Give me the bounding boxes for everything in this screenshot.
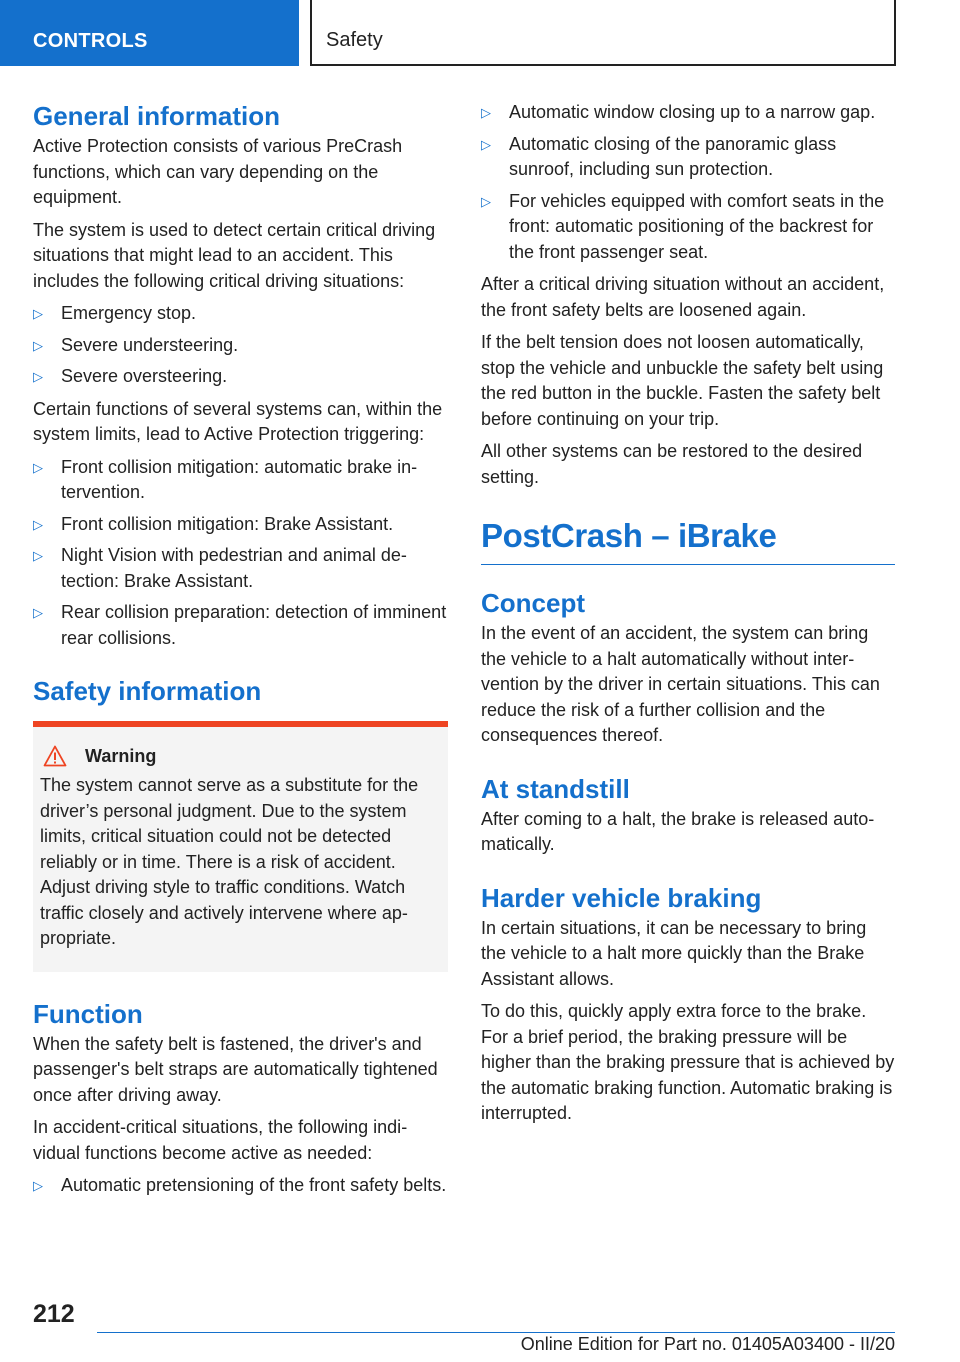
triangle-bullet-icon: ▷ [33, 548, 43, 563]
paragraph: If the belt tension does not loosen automatically, stop the vehicle and unbuckle the safety belt using the red button in the buckle. Fasten the safety belt before continuing on your trip. [481, 332, 884, 429]
list-item: ▷ Front collision mitigation: Brake Assistant. [33, 512, 448, 538]
list-item: ▷ Rear collision preparation: detection of imminent rear collisions. [33, 602, 447, 648]
list-item: ▷ Severe understeering. [33, 333, 448, 359]
heading-function: Function [33, 998, 143, 1029]
chapter-tab[interactable]: CONTROLS [0, 0, 299, 66]
paragraph: To do this, quickly apply extra force to the brake. For a brief period, the braking pressure will be higher than the braking pressure that is achieved by the automatic braking function. Automatic braking is interrupted. [481, 1001, 895, 1123]
warning-title: Warning [85, 745, 157, 766]
triangle-bullet-icon: ▷ [33, 369, 43, 384]
bullet-list [33, 455, 448, 652]
paragraph: The system is used to detect certain critical driving situations that might lead to an accident. This includes the following critical driving situations: [33, 219, 436, 291]
paragraph: In certain situations, it can be necessary to bring the vehicle to a halt more quickly than the Brake Assistant allows. [481, 917, 867, 989]
triangle-bullet-icon: ▷ [481, 105, 491, 120]
paragraph: In the event of an accident, the system can bring the vehicle to a halt automatically without intervention by the driver in certain situations. This can reduce the risk of a further collision and the consequences thereof. [481, 623, 880, 745]
paragraph: After a critical driving situation without an accident, the front safety belts are loosened again. [481, 274, 885, 320]
bullet-list [33, 301, 448, 390]
triangle-bullet-icon: ▷ [33, 605, 43, 620]
triangle-bullet-icon: ▷ [33, 459, 43, 475]
footer-divider [97, 1332, 895, 1333]
paragraph: Active Protection consists of various PreCrash functions, which can vary depending on the equipment. [33, 136, 403, 207]
paragraph: All other systems can be restored to the desired setting. [481, 441, 863, 487]
heading-general-information: General information [33, 101, 281, 131]
warning-box [33, 721, 448, 972]
paragraph: Certain functions of several systems can, within the system limits, lead to Active Protection triggering: [33, 398, 443, 444]
warning-triangle-icon [43, 745, 67, 767]
bullet-list [33, 1173, 448, 1199]
warning-header [40, 745, 441, 767]
heading-at-standstill: At standstill [481, 773, 630, 804]
left-column [33, 100, 448, 1206]
heading-postcrash-ibrake: PostCrash – iBrake [481, 516, 895, 565]
footer-edition: Online Edition for Part no. 01405A03400 - II/20 [520, 1334, 895, 1354]
triangle-bullet-icon: ▷ [481, 136, 491, 152]
warning-text: The system cannot serve as a substitute for the driver’s personal judgment. Due to the system limits, critical situation could not be detected reliably or in time. There is a risk of accident. Adjust driving style to traffic conditions. Watch traffic closely and actively intervene where appropriate. [40, 775, 419, 948]
page-header [0, 0, 960, 66]
list-item: ▷ Automatic pretensioning of the front safety belts. [33, 1173, 448, 1199]
paragraph: When the safety belt is fastened, the driver's and passenger's belt straps are automatically tightened once after driving away. [33, 1033, 438, 1105]
list-item: ▷ Automatic window closing up to a narrow gap. [481, 100, 895, 126]
list-item: ▷ Front collision mitigation: automatic brake intervention. [33, 456, 418, 502]
heading-harder-vehicle-braking: Harder vehicle braking [481, 882, 762, 913]
page-number: 212 [33, 1300, 75, 1328]
list-item: ▷ Emergency stop. [33, 301, 448, 327]
bullet-list [481, 100, 895, 265]
triangle-bullet-icon: ▷ [33, 337, 43, 353]
list-item: ▷ For vehicles equipped with comfort seats in the front: automatic positioning of the backrest for the front passenger seat. [481, 190, 885, 262]
triangle-bullet-icon: ▷ [33, 306, 43, 321]
list-item: ▷ Automatic closing of the panoramic glass sunroof, including sun protection. [481, 133, 837, 179]
triangle-bullet-icon: ▷ [33, 1178, 43, 1193]
list-item: ▷ Night Vision with pedestrian and animal detection: Brake Assistant. [33, 545, 407, 591]
list-item: ▷ Severe oversteering. [33, 364, 448, 390]
section-tab[interactable]: Safety [310, 0, 896, 66]
heading-safety-information: Safety information [33, 676, 262, 706]
paragraph: After coming to a halt, the brake is released automatically. [481, 808, 875, 854]
triangle-bullet-icon: ▷ [481, 193, 491, 209]
triangle-bullet-icon: ▷ [33, 516, 43, 532]
right-column [481, 100, 895, 1134]
heading-concept: Concept [481, 588, 585, 618]
paragraph: In accident-critical situations, the following individual functions become active as needed: [33, 1117, 408, 1163]
